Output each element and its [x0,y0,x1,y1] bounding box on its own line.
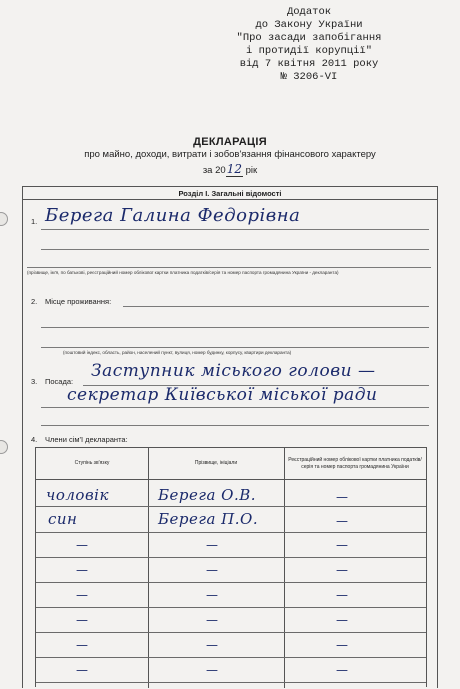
table-row-line [36,657,426,658]
table-header-tax-id: Реєстраційний номер облікової картки платника податків/ серія та номер паспорта громадянина України [284,448,426,480]
field-2-line [123,306,429,307]
document-title: ДЕКЛАРАЦІЯ [193,136,267,148]
field-2-line [41,327,429,328]
table-row-7-relation: — [76,638,88,652]
table-row-line [36,632,426,633]
law-line: № 3206-VI [280,71,338,83]
table-row-line [36,506,426,507]
table-row-7-tax-id: — [336,638,348,652]
table-row-line [36,557,426,558]
field-2-hint: (поштовий індекс, область, район, населений пункт, вулиця, номер будинку, корпусу, квартири декларанта) [63,350,292,355]
table-row-1-name: Берега О.В. [158,486,257,504]
table-column-divider [284,448,285,688]
table-row-4-relation: — [76,563,88,577]
field-4-number: 4. [31,435,38,444]
table-row-line [36,582,426,583]
law-line: "Про засади запобігання [236,32,382,44]
table-row-3-relation: — [76,538,88,552]
section-general-info [22,186,438,688]
table-row-7-name: — [206,638,218,652]
table-row-4-tax-id: — [336,563,348,577]
year-prefix: за 20 [202,165,226,176]
table-row-line [36,532,426,533]
family-members-table [35,447,427,687]
section-heading: Розділ І. Загальні відомості [23,187,437,200]
table-row-line [36,682,426,683]
field-2-label: Місце проживання: [45,297,112,306]
table-row-5-name: — [206,588,218,602]
field-2-number: 2. [31,297,38,306]
table-row-8-tax-id: — [336,663,348,677]
field-1-line [27,267,431,268]
table-row-8-relation: — [76,663,88,677]
field-3-line [41,407,429,408]
table-row-4-name: — [206,563,218,577]
law-annex-block [214,6,404,84]
field-4-label: Члени сім'ї декларанта: [45,435,128,444]
table-header-name: Прізвище, ініціали [148,448,284,480]
table-row-2-relation: син [48,510,78,528]
field-3-handwritten-line-2: секретар Київської міської ради [67,385,378,405]
field-1-line [41,249,429,250]
table-row-8-name: — [206,663,218,677]
table-row-1-relation: чоловік [46,486,109,504]
document-subtitle: про майно, доходи, витрати і зобов'язання фінансового характеру [84,149,376,160]
table-row-6-tax-id: — [336,613,348,627]
field-1-number: 1. [31,217,38,226]
table-row-1-tax-id: — [336,490,348,504]
field-1-line [41,229,429,230]
table-row-5-tax-id: — [336,588,348,602]
law-line: від 7 квітня 2011 року [239,58,379,70]
year-handwritten: 12 [226,162,242,176]
table-row-3-name: — [206,538,218,552]
table-row-6-name: — [206,613,218,627]
punch-hole-icon [0,212,8,226]
field-3-number: 3. [31,377,38,386]
table-row-5-relation: — [76,588,88,602]
field-3-label: Посада: [45,377,74,386]
law-line: і протидії корупції" [245,45,373,57]
field-1-hint: (прізвище, ім'я, по батькові, реєстраційний номер облікової картки платника податків/серія та номер паспорта громадянина України - декларанта) [27,270,339,275]
table-column-divider [148,448,149,688]
field-1-handwritten-name: Берега Галина Федорівна [45,205,301,226]
year-suffix: рік [245,165,258,176]
table-header-relation: Ступінь зв'язку [36,448,148,480]
field-2-line [41,347,429,348]
field-3-handwritten-line-1: Заступник міського голови — [91,361,376,381]
table-row-3-tax-id: — [336,538,348,552]
punch-hole-icon [0,440,8,454]
field-3-line [41,425,429,426]
table-row-line [36,607,426,608]
table-row-2-tax-id: — [336,514,348,528]
law-line: до Закону України [255,19,363,31]
law-line: Додаток [286,6,332,18]
year-line [0,162,460,176]
table-row-2-name: Берега П.О. [158,510,259,528]
table-row-6-relation: — [76,613,88,627]
